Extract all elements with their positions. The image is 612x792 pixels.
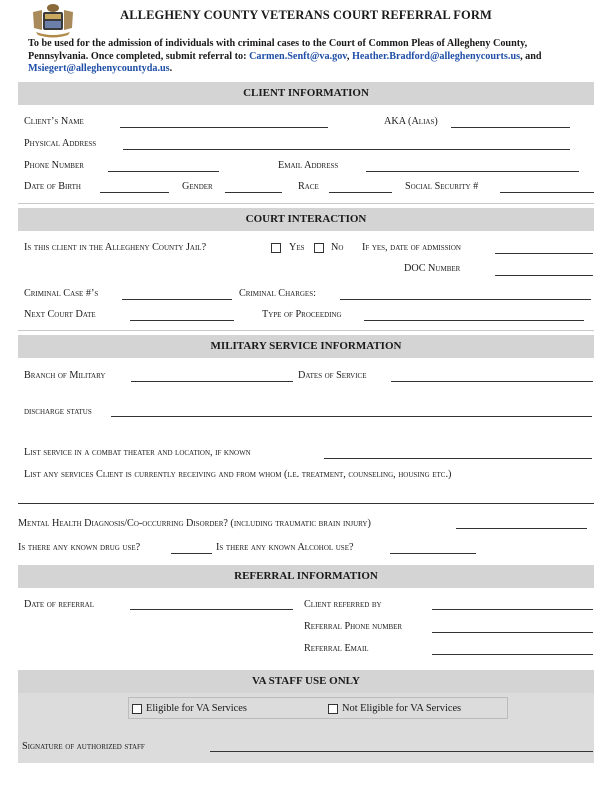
aka-label: AKA (Alias) <box>384 116 438 127</box>
alcohol-use-label: Is there any known Alcohol use? <box>216 542 354 553</box>
gender-label: Gender <box>182 181 213 192</box>
phone-number-label: Phone Number <box>24 160 84 171</box>
divider <box>18 330 594 331</box>
section-header-military: MILITARY SERVICE INFORMATION <box>18 335 594 358</box>
intro-instructions: To be used for the admission of individuals with criminal cases to the Court of Common Pleas of Allegheny County, Pennsylvania. Once completed, submit referral to: <box>28 38 528 62</box>
alcohol-use-field[interactable] <box>390 553 476 554</box>
email-link-siegert[interactable]: Msiegert@alleghenycountyda.us <box>28 63 170 75</box>
race-label: Race <box>298 181 319 192</box>
eligible-label: Eligible for VA Services <box>146 703 247 714</box>
signature-label: Signature of authorized staff <box>22 741 145 752</box>
combat-theater-field[interactable] <box>324 458 592 459</box>
jail-question-label: Is this client in the Allegheny County Jail? <box>24 242 207 253</box>
drug-use-label: Is there any known drug use? <box>18 542 141 553</box>
mental-health-label: Mental Health Diagnosis/Co-occurring Disorder? (including traumatic brain injury) <box>18 518 371 529</box>
referral-email-label: Referral Email <box>304 643 369 654</box>
not-eligible-checkbox[interactable] <box>328 704 338 714</box>
jail-no-label: No <box>331 242 344 253</box>
combat-theater-label: List service in a combat theater and location, if known <box>24 447 251 458</box>
jail-yes-checkbox[interactable] <box>271 243 281 253</box>
gender-field[interactable] <box>225 192 282 193</box>
client-name-field[interactable] <box>120 127 328 128</box>
next-court-date-label: Next Court Date <box>24 309 96 320</box>
drug-use-field[interactable] <box>171 553 212 554</box>
ssn-field[interactable] <box>500 192 594 193</box>
proceeding-type-label: Type of Proceeding <box>262 309 342 320</box>
aka-field[interactable] <box>451 127 570 128</box>
email-link-senft[interactable]: Carmen.Senft@va.gov <box>249 50 347 62</box>
physical-address-field[interactable] <box>123 149 570 150</box>
branch-label: Branch of Military <box>24 370 106 381</box>
current-services-field[interactable] <box>18 503 594 504</box>
dob-label: Date of Birth <box>24 181 81 192</box>
not-eligible-label: Not Eligible for VA Services <box>342 703 462 714</box>
phone-number-field[interactable] <box>108 171 219 172</box>
referral-phone-field[interactable] <box>432 632 593 633</box>
email-address-field[interactable] <box>366 171 579 172</box>
race-field[interactable] <box>329 192 392 193</box>
and-word: and <box>525 50 542 62</box>
eligible-checkbox[interactable] <box>132 704 142 714</box>
dates-of-service-field[interactable] <box>391 381 593 382</box>
dob-field[interactable] <box>100 192 169 193</box>
section-header-court: COURT INTERACTION <box>18 208 594 231</box>
discharge-status-field[interactable] <box>111 416 592 417</box>
section-header-client: CLIENT INFORMATION <box>18 82 594 105</box>
client-name-label: Client’s Name <box>24 116 84 127</box>
referral-date-field[interactable] <box>130 609 293 610</box>
next-court-date-field[interactable] <box>130 320 234 321</box>
case-numbers-field[interactable] <box>122 299 232 300</box>
jail-yes-label: Yes <box>289 242 305 253</box>
divider <box>18 203 594 204</box>
email-link-bradford[interactable]: Heather.Bradford@alleghenycourts.us <box>351 50 521 62</box>
ssn-label: Social Security # <box>405 181 479 192</box>
email-address-label: Email Address <box>278 160 339 171</box>
section-header-va: VA STAFF USE ONLY <box>18 670 594 693</box>
referral-date-label: Date of referral <box>24 599 95 610</box>
mental-health-field[interactable] <box>456 528 587 529</box>
admission-date-label: If yes, date of admission <box>362 242 461 253</box>
referred-by-field[interactable] <box>432 609 593 610</box>
doc-number-label: DOC Number <box>404 263 461 274</box>
jail-no-checkbox[interactable] <box>314 243 324 253</box>
form-title: ALLEGHENY COUNTY VETERANS COURT REFERRAL FORM <box>120 8 492 22</box>
admission-date-field[interactable] <box>495 253 593 254</box>
branch-field[interactable] <box>131 381 293 382</box>
signature-field[interactable] <box>210 751 593 752</box>
physical-address-label: Physical Address <box>24 138 97 149</box>
referral-email-field[interactable] <box>432 654 593 655</box>
proceeding-type-field[interactable] <box>364 320 584 321</box>
doc-number-field[interactable] <box>495 275 593 276</box>
intro-text: To be used for the admission of individuals with criminal cases to the Court of Common Pleas of Allegheny County, Pennsylvania. Once completed, submit referral to: Carmen.Senft@va.gov, Heather.Bradford@alleghenycourts.us, and Msiegert@alleghenycountyda.us. <box>28 38 542 75</box>
criminal-charges-label: Criminal Charges: <box>239 288 316 299</box>
referred-by-label: Client referred by <box>304 599 382 610</box>
referral-phone-label: Referral Phone number <box>304 621 403 632</box>
dates-of-service-label: Dates of Service <box>298 370 367 381</box>
criminal-charges-field[interactable] <box>340 299 591 300</box>
current-services-label: List any services Client is currently receiving and from whom (i.e. treatment, counseling, housing etc.) <box>24 469 452 480</box>
discharge-status-label: discharge status <box>24 406 92 417</box>
section-header-referral: REFERRAL INFORMATION <box>18 565 594 588</box>
case-numbers-label: Criminal Case #’s <box>24 288 99 299</box>
